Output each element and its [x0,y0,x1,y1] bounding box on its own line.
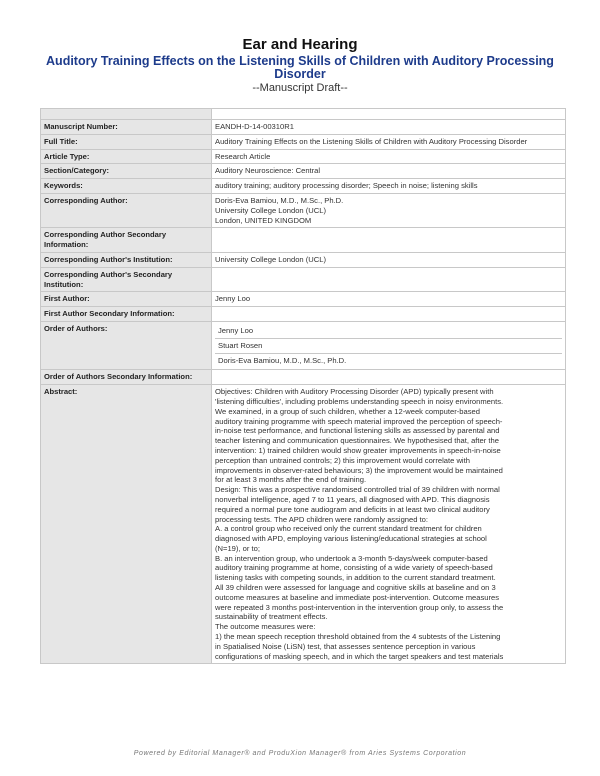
label-ca-secondary: Corresponding Author Secondary Information: [41,228,212,253]
abstract-line: 1) the mean speech reception threshold obtained from the 4 subtests of the Listening [215,632,501,642]
value-abstract [212,385,566,664]
row-corresponding-author [41,193,566,227]
abstract-line: diagnosed with APD, employing various listening/educational strategies at school [215,534,487,544]
label-manuscript-number: Manuscript Number: [41,120,212,135]
label-order-of-authors: Order of Authors: [41,321,212,369]
abstract-line: All 39 children were assessed for language and cognitive skills at baseline and on 3 [215,583,496,593]
value-full-title: Auditory Training Effects on the Listening Skills of Children with Auditory Processing Disorder [212,134,566,149]
label-ca-institution: Corresponding Author's Institution: [41,252,212,267]
label-ca-secondary-institution: Corresponding Author's Secondary Institution: [41,267,212,292]
abstract-line: outcome measures at baseline and immediate post-intervention. Outcome measures [215,592,500,602]
value-order-of-authors [212,321,566,369]
corresponding-author-affiliation: University College London (UCL) [215,205,327,215]
footer-powered-by: Powered by Editorial Manager® and ProduXion Manager® from Aries Systems Corporation [133,750,467,757]
abstract-line: A. a control group who received only the current standard treatment for children [215,524,482,534]
abstract-line: processing tests. The APD children were randomly assigned to: [215,514,429,524]
label-first-author: First Author: [41,292,212,307]
value-first-author: Jenny Loo [212,292,566,307]
label-order-secondary: Order of Authors Secondary Information: [41,370,212,385]
value-first-author-secondary [212,307,566,322]
abstract-line: for at least 3 months after the end of training. [215,475,367,485]
row-keywords [41,179,566,194]
row-ca-secondary [41,228,566,253]
label-full-title: Full Title: [41,134,212,149]
corresponding-author-name: Doris-Eva Bamiou, M.D., M.Sc., Ph.D. [215,195,344,205]
row-manuscript-number [41,120,566,135]
label-corresponding-author: Corresponding Author: [41,193,212,227]
row-first-author-secondary [41,307,566,322]
value-order-secondary [212,370,566,385]
author-entry: Doris-Eva Bamiou, M.D., M.Sc., Ph.D. [215,353,562,368]
label-keywords: Keywords: [41,179,212,194]
abstract-line: configurations of masking speech, and in which the target speakers and test materials [215,651,504,661]
abstract-line: teacher listening and communication questionnaires. We hypothesised that, after the [215,436,499,446]
article-title: Auditory Training Effects on the Listening Skills of Children with Auditory Processing Disorder [46,54,554,81]
value-article-type: Research Article [212,149,566,164]
label-article-type: Article Type: [41,149,212,164]
label-section: Section/Category: [41,164,212,179]
value-keywords: auditory training; auditory processing disorder; Speech in noise; listening skills [212,179,566,194]
row-section [41,164,566,179]
row-order-of-authors [41,321,566,369]
table-top-gap [41,109,566,120]
value-section: Auditory Neuroscience: Central [212,164,566,179]
abstract-line: 'listening difficulties', including problems understanding speech in noisy environments. [215,396,504,406]
row-article-type [41,149,566,164]
abstract-line: B. an intervention group, who undertook a 3-month 5-days/week computer-based [215,553,488,563]
abstract-line: in Spatialised Noise (LiSN) test, that assesses sentence perception in various [215,641,476,651]
value-ca-secondary [212,228,566,253]
abstract-line: sustainability of treatment effects. [215,612,328,622]
row-ca-secondary-institution [41,267,566,292]
manuscript-metadata-table [40,108,566,664]
row-abstract [41,385,566,664]
value-manuscript-number: EANDH-D-14-00310R1 [212,120,566,135]
value-ca-institution: University College London (UCL) [212,252,566,267]
abstract-line: perception than untrained controls; 2) this improvement would correlate with [215,455,470,465]
abstract-line: nonverbal intelligence, aged 7 to 11 years, all diagnosed with APD. This diagnosis [215,494,490,504]
abstract-line: intervention: 1) trained children would show greater improvements in speech-in-noise [215,445,501,455]
row-ca-institution [41,252,566,267]
abstract-line: auditory training programme at home, consisting of a wide variety of speech-based [215,563,493,573]
abstract-line: We examined, in a group of such children, whether a 12-week computer-based [215,406,480,416]
author-entry: Jenny Loo [218,325,254,335]
abstract-line: required a normal pure tone audiogram and deficits in at least two clinical auditory [215,504,490,514]
corresponding-author-location: London, UNITED KINGDOM [215,215,312,225]
abstract-line: in-noise test performance, and functional listening skills as assessed by parental and [215,426,500,436]
abstract-line: Objectives: Children with Auditory Processing Disorder (APD) typically present with [215,387,494,397]
label-first-author-secondary: First Author Secondary Information: [41,307,212,322]
author-entry: Stuart Rosen [215,338,562,353]
journal-name: Ear and Hearing [242,36,358,53]
row-full-title [41,134,566,149]
draft-label: --Manuscript Draft-- [252,82,348,94]
abstract-line: improvements in observer-rated behaviours; 3) the improvement would be maintained [215,465,503,475]
row-first-author [41,292,566,307]
label-abstract: Abstract: [41,385,212,664]
abstract-line: The outcome measures were: [215,622,316,632]
abstract-line: (N=19), or to; [215,543,260,553]
row-order-secondary [41,370,566,385]
document-header [0,36,600,95]
value-corresponding-author [212,193,566,227]
abstract-line: auditory training programme with speech material improved the perception of speech- [215,416,503,426]
abstract-line: listening tasks with competing sounds, in addition to the current standard treatment. [215,573,496,583]
abstract-line: Design: This was a prospective randomised controlled trial of 39 children with normal [215,485,500,495]
abstract-line: were repeated 3 months post-intervention in the intervention group only, to assess the [215,602,504,612]
value-ca-secondary-institution [212,267,566,292]
